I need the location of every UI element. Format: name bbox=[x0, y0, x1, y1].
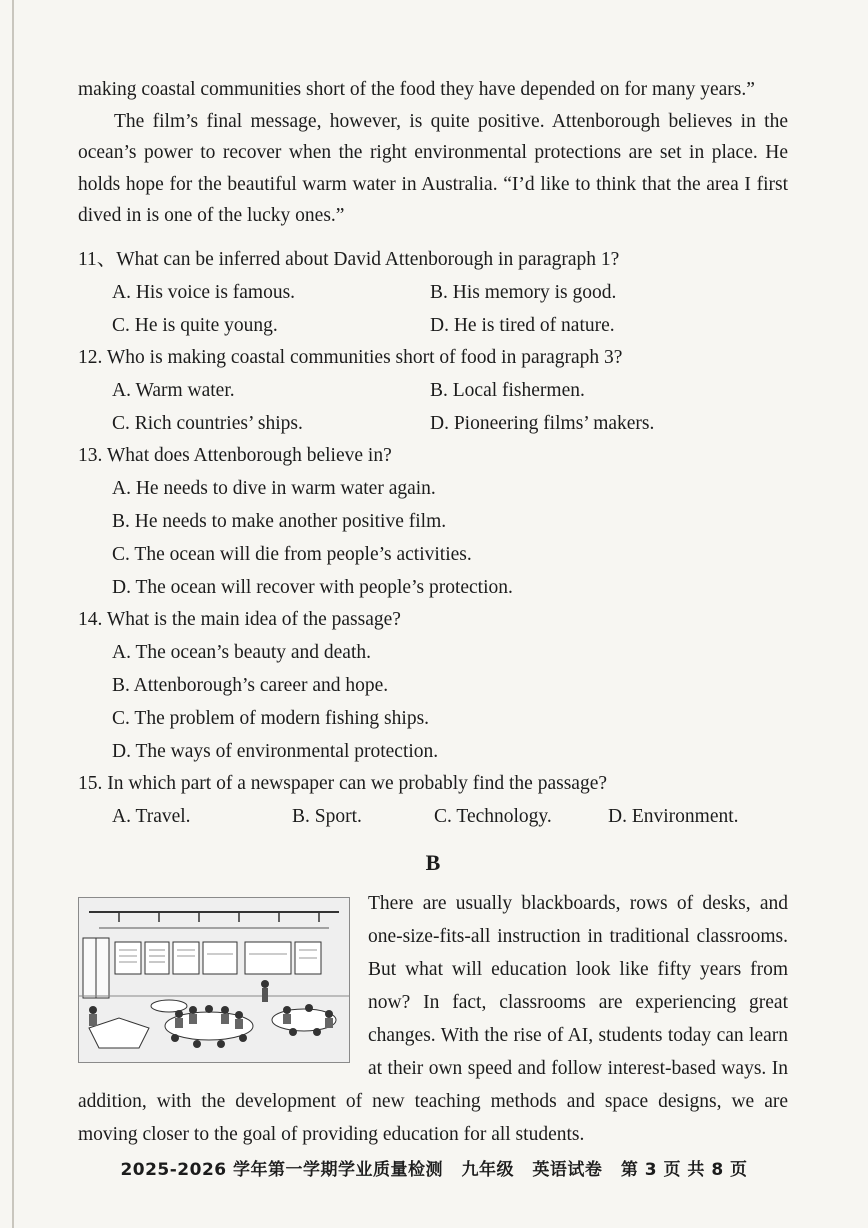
question-stem: 14. What is the main idea of the passage? bbox=[78, 608, 401, 630]
question-options bbox=[78, 374, 788, 440]
question-options bbox=[78, 472, 788, 604]
option-c: C. The problem of modern fishing ships. bbox=[112, 707, 430, 729]
question-11 bbox=[78, 244, 788, 342]
question-15 bbox=[78, 768, 788, 833]
question-stem: 12. Who is making coastal communities short of food in paragraph 3? bbox=[78, 346, 623, 368]
exam-page-content bbox=[78, 74, 788, 1151]
question-stem: 15. In which part of a newspaper can we probably find the passage? bbox=[78, 772, 608, 794]
question-options bbox=[78, 276, 788, 342]
option-c: C. Technology. bbox=[434, 805, 552, 827]
passage-b bbox=[78, 887, 788, 1151]
option-d: D. Pioneering films’ makers. bbox=[430, 412, 655, 434]
option-c: C. He is quite young. bbox=[112, 314, 278, 336]
option-a: A. He needs to dive in warm water again. bbox=[112, 477, 436, 499]
option-a: A. His voice is famous. bbox=[112, 281, 296, 303]
classroom-illustration bbox=[78, 897, 350, 1063]
question-13 bbox=[78, 440, 788, 604]
footer-page-number: 第 3 页 共 8 页 bbox=[620, 1160, 748, 1180]
option-b: B. Attenborough’s career and hope. bbox=[112, 674, 389, 696]
option-a: A. Travel. bbox=[112, 805, 191, 827]
option-a: A. Warm water. bbox=[112, 379, 235, 401]
option-a: A. The ocean’s beauty and death. bbox=[112, 641, 372, 663]
passage-b-paragraph-1: There are usually blackboards, rows of desks, and one-size-fits-all instruction in traditional classrooms. But what will education look like fifty years from now? In fact, classrooms are experiencing great changes. With the rise of AI, students today can learn at their own speed and follow interest-based ways. In addition, with the development of new teaching methods and space designs, we are moving closer to the goal of providing education for all students. bbox=[78, 892, 788, 1145]
footer-grade: 九年级 bbox=[461, 1160, 514, 1180]
footer-exam-title: 2025-2026 学年第一学期学业质量检测 bbox=[120, 1160, 444, 1180]
question-options bbox=[78, 800, 788, 833]
passage-a-final-paragraph: The film’s final message, however, is quite positive. Attenborough believes in the ocean’s power to recover when the right environmental protections are set in place. He holds hope for the beautiful warm water in Australia. “I’d like to think that the area I first dived in is one of the lucky ones.” bbox=[78, 110, 788, 226]
option-d: D. Environment. bbox=[608, 805, 739, 827]
section-b-heading: B bbox=[425, 849, 441, 875]
question-stem: 11、What can be inferred about David Attenborough in paragraph 1? bbox=[78, 248, 620, 270]
option-b: B. His memory is good. bbox=[430, 281, 617, 303]
option-c: C. Rich countries’ ships. bbox=[112, 412, 303, 434]
question-options bbox=[78, 636, 788, 768]
option-d: D. The ocean will recover with people’s protection. bbox=[112, 576, 513, 598]
option-b: B. He needs to make another positive film. bbox=[112, 510, 447, 532]
option-d: D. The ways of environmental protection. bbox=[112, 740, 439, 762]
option-b: B. Sport. bbox=[292, 805, 362, 827]
option-b: B. Local fishermen. bbox=[430, 379, 585, 401]
question-14 bbox=[78, 604, 788, 768]
footer-subject: 英语试卷 bbox=[532, 1160, 603, 1180]
question-stem: 13. What does Attenborough believe in? bbox=[78, 444, 392, 466]
option-d: D. He is tired of nature. bbox=[430, 314, 615, 336]
page-binding-edge bbox=[12, 0, 14, 1228]
passage-a-paragraph-end: making coastal communities short of the food they have depended on for many years.” bbox=[78, 79, 755, 100]
page-footer bbox=[0, 1155, 868, 1180]
option-c: C. The ocean will die from people’s activities. bbox=[112, 543, 472, 565]
question-12 bbox=[78, 342, 788, 440]
